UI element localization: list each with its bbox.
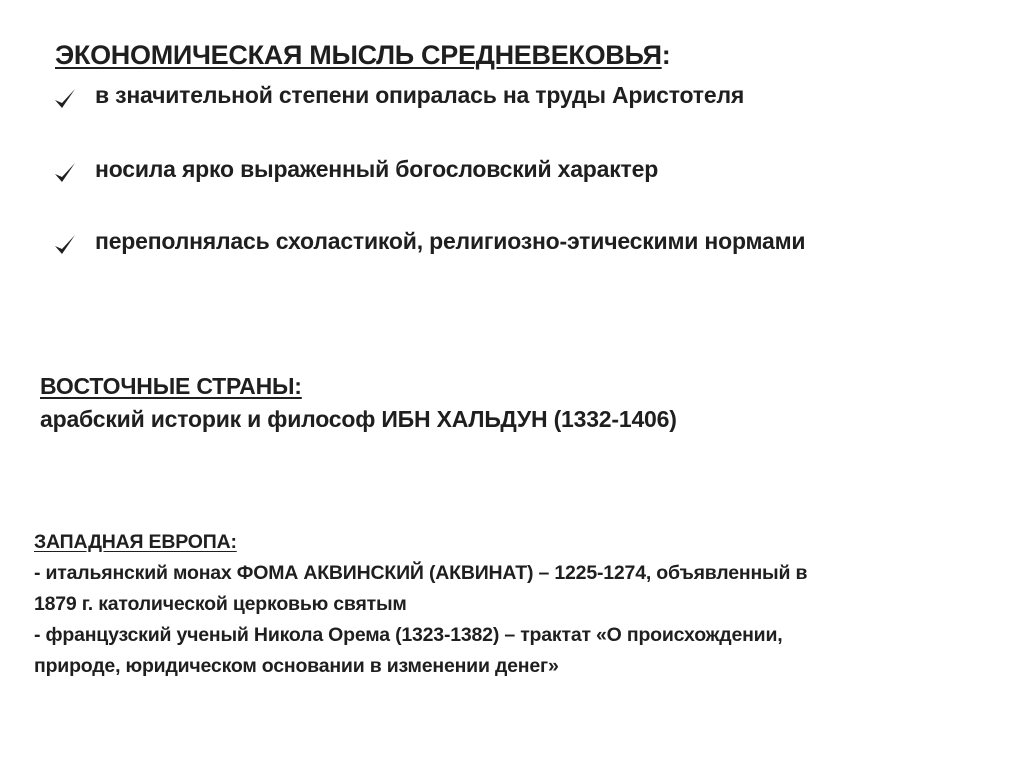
east-section [40,370,677,436]
checkmark-icon [52,232,78,258]
east-heading: ВОСТОЧНЫЕ СТРАНЫ: [40,373,302,399]
list-item-text: переполнялась схоластикой, религиозно-этическими нормами [95,228,806,254]
checkmark-icon [52,86,78,112]
west-line: - французский ученый Никола Орема (1323-1382) – трактат «О происхождении, [34,624,783,646]
slide-title-text: ЭКОНОМИЧЕСКАЯ МЫСЛЬ СРЕДНЕВЕКОВЬЯ [55,40,662,70]
slide-title [55,40,670,71]
list-item-text: в значительной степени опиралась на труды Аристотеля [95,82,745,108]
list-item-text: носила ярко выраженный богословский характер [95,156,659,182]
west-heading: ЗАПАДНАЯ ЕВРОПА: [34,531,237,553]
west-line: 1879 г. католической церковью святым [34,593,407,615]
west-section [34,527,807,682]
slide-title-colon: : [661,40,671,70]
west-line: природе, юридическом основании в изменении денег» [34,655,559,677]
checkmark-icon [52,160,78,186]
west-line: - итальянский монах ФОМА АКВИНСКИЙ (АКВИНАТ) – 1225-1274, объявленный в [34,562,808,584]
east-text: арабский историк и философ ИБН ХАЛЬДУН (1332-1406) [40,406,677,432]
